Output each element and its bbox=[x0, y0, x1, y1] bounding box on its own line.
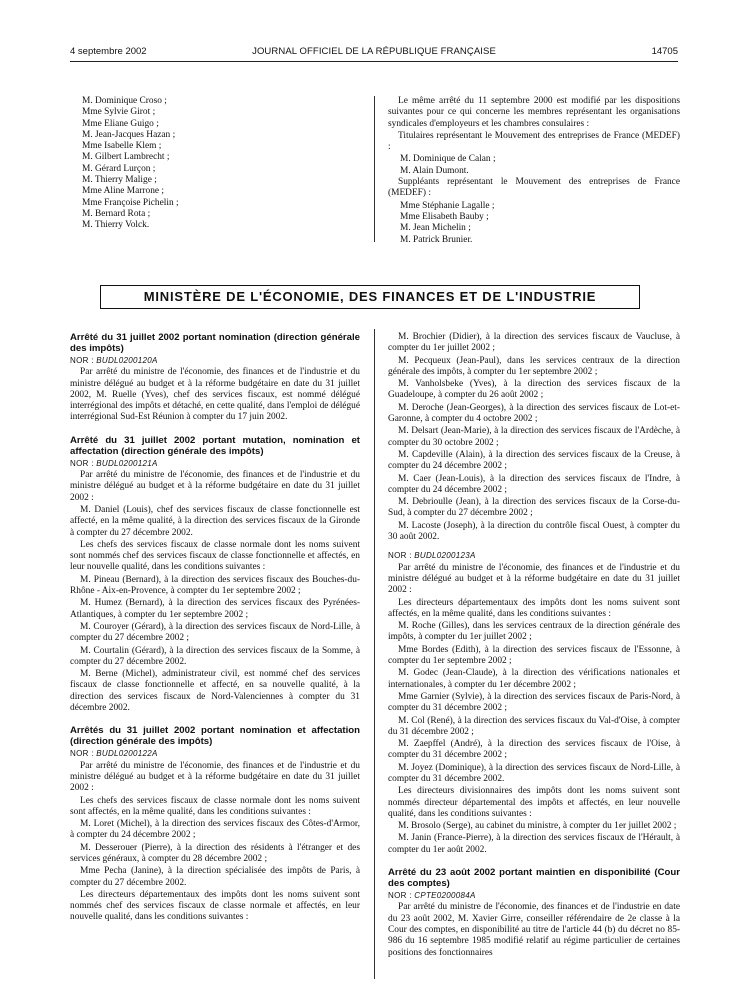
paragraph: M. Zaepffel (André), à la direction des services fiscaux de l'Oise, à compter du 31 décembre 2002 ; bbox=[388, 739, 680, 761]
name-line: M. Jean Michelin ; bbox=[400, 223, 471, 234]
paragraph: Par arrêté du ministre de l'économie, des finances et de l'industrie et du ministre délégué au budget et à la réforme budgétaire en date du 31 juillet 2002, M. Ruelle (Yves), chef des services fiscaux, est nommé délégué interrégional des impôts et détaché, en cette qualité, dans l'emploi de délégué interrégional Sud-Est Réunion à compter du 17 juin 2002. bbox=[70, 367, 360, 423]
name-line: M. Dominique de Calan ; bbox=[400, 154, 496, 165]
decree-title: Arrêté du 31 juillet 2002 portant mutation, nomination et affectation (direction générale des impôts) bbox=[70, 434, 360, 457]
name-line: M. Alain Dumont. bbox=[400, 165, 469, 176]
name-line: M. Gérard Lurçon ; bbox=[82, 163, 156, 174]
paragraph: M. Couroyer (Gérard), à la direction des services fiscaux de Nord-Lille, à compter du 27 décembre 2002 ; bbox=[70, 621, 360, 644]
paragraph: Le même arrêté du 11 septembre 2000 est modifié par les dispositions suivantes pour ce qui concerne les membres représentant les organisations syndicales d'employeurs et les chambres consulaires : bbox=[388, 96, 680, 129]
paragraph: Les chefs des services fiscaux de classe normale dont les noms suivent sont nommés chef des services fiscaux de classe fonctionnelle et affectés, en leur nouvelle qualité, dans les conditions suivantes : bbox=[70, 539, 360, 573]
paragraph: M. Humez (Bernard), à la direction des services fiscaux des Pyrénées-Atlantiques, à compter du 1er septembre 2002 ; bbox=[70, 598, 360, 620]
column-divider bbox=[374, 96, 375, 242]
paragraph: M. Lacoste (Joseph), à la direction du contrôle fiscal Ouest, à compter du 30 août 2002. bbox=[388, 520, 680, 543]
header-journal-title: JOURNAL OFFICIEL DE LA RÉPUBLIQUE FRANÇAISE bbox=[252, 46, 496, 57]
page-header bbox=[70, 46, 678, 60]
right-column bbox=[388, 332, 680, 960]
name-line: Mme Isabelle Klem ; bbox=[82, 141, 162, 152]
paragraph: Les directeurs départementaux des impôts dont les noms suivent sont nommés chef des services fiscaux de classe normale et affectés, en leur nouvelle qualité, dans les conditions suivantes : bbox=[70, 889, 360, 923]
paragraph: M. Joyez (Dominique), à la direction des services fiscaux de Nord-Lille, à compter du 31 décembre 2002. bbox=[388, 762, 680, 784]
paragraph: M. Daniel (Louis), chef des services fiscaux de classe fonctionnelle est affecté, en la même qualité, à la direction des services fiscaux de la Gironde à compter du 27 décembre 2002. bbox=[70, 504, 360, 538]
nor-reference: NOR : CPTE0200084A bbox=[388, 891, 476, 901]
paragraph: M. Caer (Jean-Louis), à la direction des services fiscaux de l'Indre, à compter du 24 décembre 2002 ; bbox=[388, 473, 680, 495]
name-line: M. Gilbert Lambrecht ; bbox=[82, 152, 170, 163]
paragraph: Par arrêté du ministre de l'économie, des finances et de l'industrie et du ministre délégué au budget et à la réforme budgétaire en date du 31 juillet 2002 : bbox=[70, 760, 360, 794]
paragraph: M. Vanholsbeke (Yves), à la direction des services fiscaux de la Guadeloupe, à compter du 26 août 2002 ; bbox=[388, 379, 680, 401]
nor-reference: NOR : BUDL0200120A bbox=[70, 356, 158, 365]
decree-title: Arrêté du 31 juillet 2002 portant nomination (direction générale des impôts) bbox=[70, 332, 360, 354]
paragraph: M. Capdeville (Alain), à la direction des services fiscaux de la Creuse, à compter du 24 décembre 2002 ; bbox=[388, 449, 680, 472]
paragraph: M. Pineau (Bernard), à la direction des services fiscaux des Bouches-du-Rhône - Aix-en-Provence, à compter du 1er septembre 2002 ; bbox=[70, 574, 360, 597]
name-line: M. Thierry Volck. bbox=[82, 220, 150, 231]
name-line: M. Thierry Malige ; bbox=[82, 175, 157, 186]
paragraph: Les directeurs divisionnaires des impôts dont les noms suivent sont nommés directeur départemental des impôts et affectés, en leur nouvelle qualité, dans les conditions suivantes : bbox=[388, 786, 680, 819]
name-line: M. Patrick Brunier. bbox=[400, 234, 473, 245]
paragraph: Les directeurs départementaux des impôts dont les noms suivent sont affectés, en la même qualité, dans les conditions suivantes : bbox=[388, 597, 680, 619]
paragraph: M. Janin (France-Pierre), à la direction des services fiscaux de l'Hérault, à compter du 1er août 2002. bbox=[388, 833, 680, 855]
paragraph: M. Courtalin (Gérard), à la direction des services fiscaux de la Somme, à compter du 27 décembre 2002. bbox=[70, 645, 360, 667]
decree-title: Arrêté du 23 août 2002 portant maintien en disponibilité (Cour des comptes) bbox=[388, 867, 680, 890]
name-line: Mme Françoise Pichelin ; bbox=[82, 197, 179, 208]
paragraph: Par arrêté du ministre de l'économie, des finances et de l'industrie et du ministre délégué au budget et à la réforme budgétaire en date du 31 juillet 2002 : bbox=[388, 562, 680, 596]
header-rule bbox=[70, 61, 678, 62]
paragraph: Mme Pecha (Janine), à la direction spécialisée des impôts de Paris, à compter du 27 décembre 2002. bbox=[70, 866, 360, 888]
paragraph: M. Brosolo (Serge), au cabinet du ministre, à compter du 1er juillet 2002 ; bbox=[398, 821, 677, 832]
paragraph: M. Deroche (Jean-Georges), à la direction des services fiscaux de Lot-et-Garonne, à compter du 4 octobre 2002 ; bbox=[388, 402, 680, 425]
paragraph: M. Col (René), à la direction des services fiscaux du Val-d'Oise, à compter du 31 décembre 2002 ; bbox=[388, 715, 680, 737]
paragraph: M. Debrioulle (Jean), à la direction des services fiscaux de la Corse-du-Sud, à compter du 27 décembre 2002 ; bbox=[388, 497, 680, 519]
paragraph: M. Delsart (Jean-Marie), à la direction des services fiscaux de l'Ardèche, à compter du 30 octobre 2002 ; bbox=[388, 426, 680, 448]
paragraph: M. Berne (Michel), administrateur civil, est nommé chef des services fiscaux de classe fonctionnelle et affecté, en sa nouvelle qualité, à la direction des services fiscaux de Nord-Valenciennes à compter du 31 décembre 2002. bbox=[70, 669, 360, 714]
header-page-number: 14705 bbox=[651, 46, 678, 57]
paragraph: M. Desserouer (Pierre), à la direction des résidents à l'étranger et des services généraux, à compter du 28 décembre 2002 ; bbox=[70, 842, 360, 864]
header-date: 4 septembre 2002 bbox=[70, 46, 147, 57]
name-line: M. Dominique Croso ; bbox=[82, 96, 167, 106]
paragraph: Titulaires représentant le Mouvement des entreprises de France (MEDEF) : bbox=[388, 130, 680, 153]
paragraph: Mme Garnier (Sylvie), à la direction des services fiscaux de Paris-Nord, à compter du 31 décembre 2002 ; bbox=[388, 691, 680, 714]
paragraph: Par arrêté du ministre de l'économie, des finances et de l'industrie en date du 23 août 2002, M. Xavier Girre, conseiller référendaire de 2e classe à la Cour des comptes, en disponibilité au titre de l'article 44 (b) du décret no 85-986 du 16 septembre 1985 modifié relatif au régime particulier de certaines positions des fonctionnaires bbox=[388, 902, 680, 958]
nor-reference: NOR : BUDL0200123A bbox=[388, 551, 476, 561]
paragraph: Suppléants représentant le Mouvement des entreprises de France (MEDEF) : bbox=[388, 177, 680, 199]
top-left-names bbox=[70, 96, 360, 232]
paragraph: M. Loret (Michel), à la direction des services fiscaux des Côtes-d'Armor, à compter du 24 décembre 2002 ; bbox=[70, 819, 360, 841]
paragraph: Par arrêté du ministre de l'économie, des finances et de l'industrie et du ministre délégué au budget et à la réforme budgétaire en date du 31 juillet 2002 : bbox=[70, 470, 360, 503]
paragraph: M. Godec (Jean-Claude), à la direction des vérifications nationales et internationales, à compter du 1er décembre 2002 ; bbox=[388, 668, 680, 690]
name-line: M. Jean-Jacques Hazan ; bbox=[82, 129, 176, 140]
paragraph: Mme Bordes (Edith), à la direction des services fiscaux de l'Essonne, à compter du 1er septembre 2002 ; bbox=[388, 644, 680, 667]
name-line: Mme Aline Marrone ; bbox=[82, 186, 165, 197]
paragraph: M. Roche (Gilles), dans les services centraux de la direction générale des impôts, à compter du 1er juillet 2002 ; bbox=[388, 621, 680, 643]
paragraph: M. Brochier (Didier), à la direction des services fiscaux de Vaucluse, à compter du 1er juillet 2002 ; bbox=[388, 332, 680, 354]
nor-reference: NOR : BUDL0200121A bbox=[70, 458, 158, 468]
left-column bbox=[70, 332, 360, 925]
name-line: Mme Sylvie Girot ; bbox=[82, 107, 156, 118]
name-line: M. Bernard Rota ; bbox=[82, 208, 151, 219]
top-right-text bbox=[388, 96, 680, 246]
column-divider bbox=[374, 329, 375, 979]
ministry-banner: MINISTÈRE DE L'ÉCONOMIE, DES FINANCES ET DE L'INDUSTRIE bbox=[100, 285, 640, 309]
nor-reference: NOR : BUDL0200122A bbox=[70, 749, 158, 759]
paragraph: M. Pecqueux (Jean-Paul), dans les services centraux de la direction générale des impôts, à compter du 1er septembre 2002 ; bbox=[388, 355, 680, 377]
paragraph: Les chefs des services fiscaux de classe normale dont les noms suivent sont affectés, en la même qualité, dans les conditions suivantes : bbox=[70, 795, 360, 817]
decree-title: Arrêtés du 31 juillet 2002 portant nomination et affectation (direction générale des impôts) bbox=[70, 725, 360, 748]
name-line: Mme Eliane Guigo ; bbox=[82, 118, 159, 129]
name-line: Mme Elisabeth Bauby ; bbox=[400, 211, 489, 222]
name-line: Mme Stéphanie Lagalle ; bbox=[400, 200, 495, 211]
